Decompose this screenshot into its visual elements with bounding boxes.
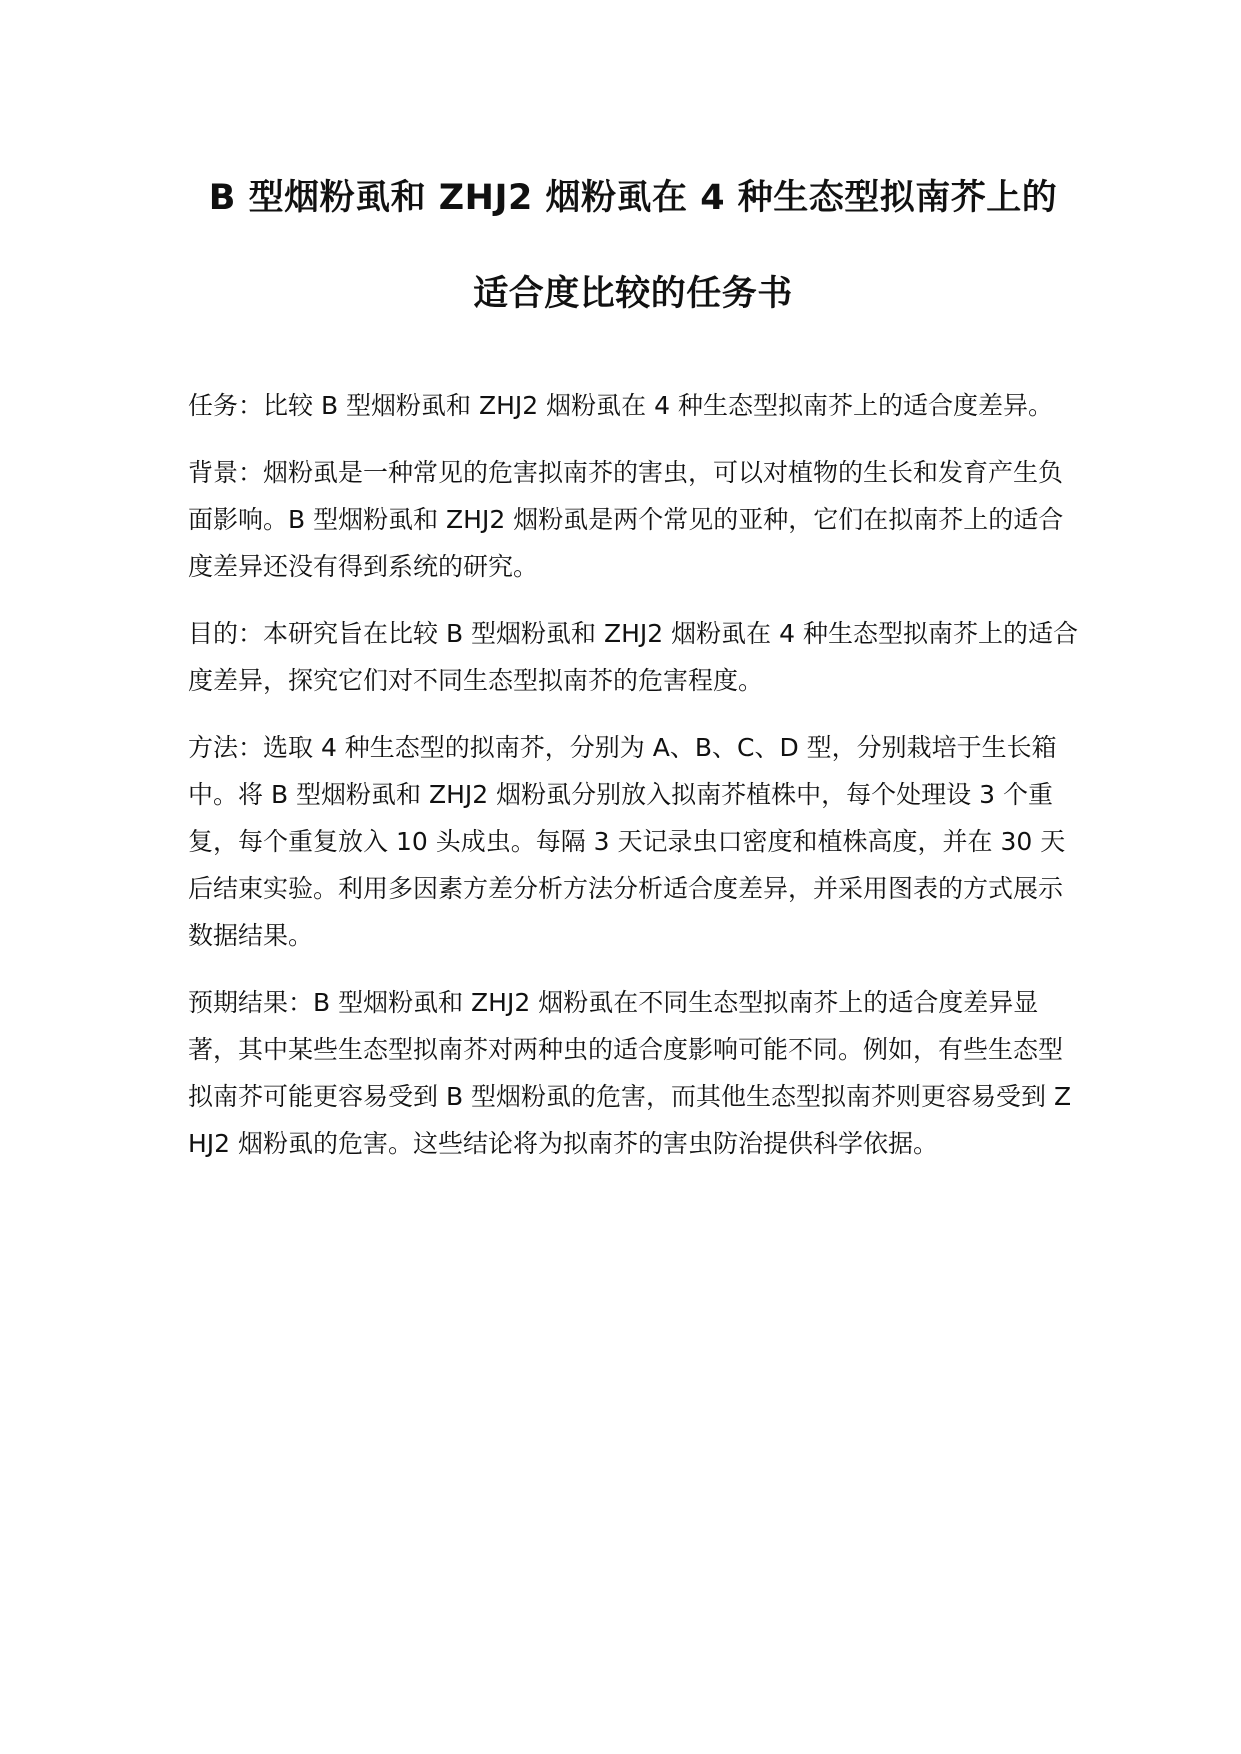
paragraph-task: 任务：比较 B 型烟粉虱和 ZHJ2 烟粉虱在 4 种生态型拟南芥上的适合度差异。 — [188, 391, 1053, 420]
document-page — [188, 150, 1078, 1187]
paragraph-purpose: 目的：本研究旨在比较 B 型烟粉虱和 ZHJ2 烟粉虱在 4 种生态型拟南芥上的适合度差异，探究它们对不同生态型拟南芥的危害程度。 — [188, 619, 1078, 695]
paragraph-background: 背景：烟粉虱是一种常见的危害拟南芥的害虫，可以对植物的生长和发育产生负面影响。B 型烟粉虱和 ZHJ2 烟粉虱是两个常见的亚种，它们在拟南芥上的适合度差异还没有得到系统的研究。 — [188, 458, 1064, 581]
title-line-1: B 型烟粉虱和 ZHJ2 烟粉虱在 4 种生态型拟南芥上的 — [208, 178, 1058, 218]
title-line-2: 适合度比较的任务书 — [473, 274, 793, 314]
paragraph-method: 方法：选取 4 种生态型的拟南芥，分别为 A、B、C、D 型，分别栽培于生长箱中。将 B 型烟粉虱和 ZHJ2 烟粉虱分别放入拟南芥植株中，每个处理设 3 个重复，每个重复放入 10 头成虫。每隔 3 天记录虫口密度和植株高度，并在 30 天后结束实验。利用多因素方差分析方法分析适合度差异，并采用图表的方式展示数据结果。 — [188, 733, 1066, 950]
document-title — [188, 150, 1078, 342]
paragraph-expected-results: 预期结果：B 型烟粉虱和 ZHJ2 烟粉虱在不同生态型拟南芥上的适合度差异显著，其中某些生态型拟南芥对两种虫的适合度影响可能不同。例如，有些生态型拟南芥可能更容易受到 B 型烟粉虱的危害，而其他生态型拟南芥则更容易受到 ZHJ2 烟粉虱的危害。这些结论将为拟南芥的害虫防治提供科学依据。 — [188, 988, 1072, 1158]
